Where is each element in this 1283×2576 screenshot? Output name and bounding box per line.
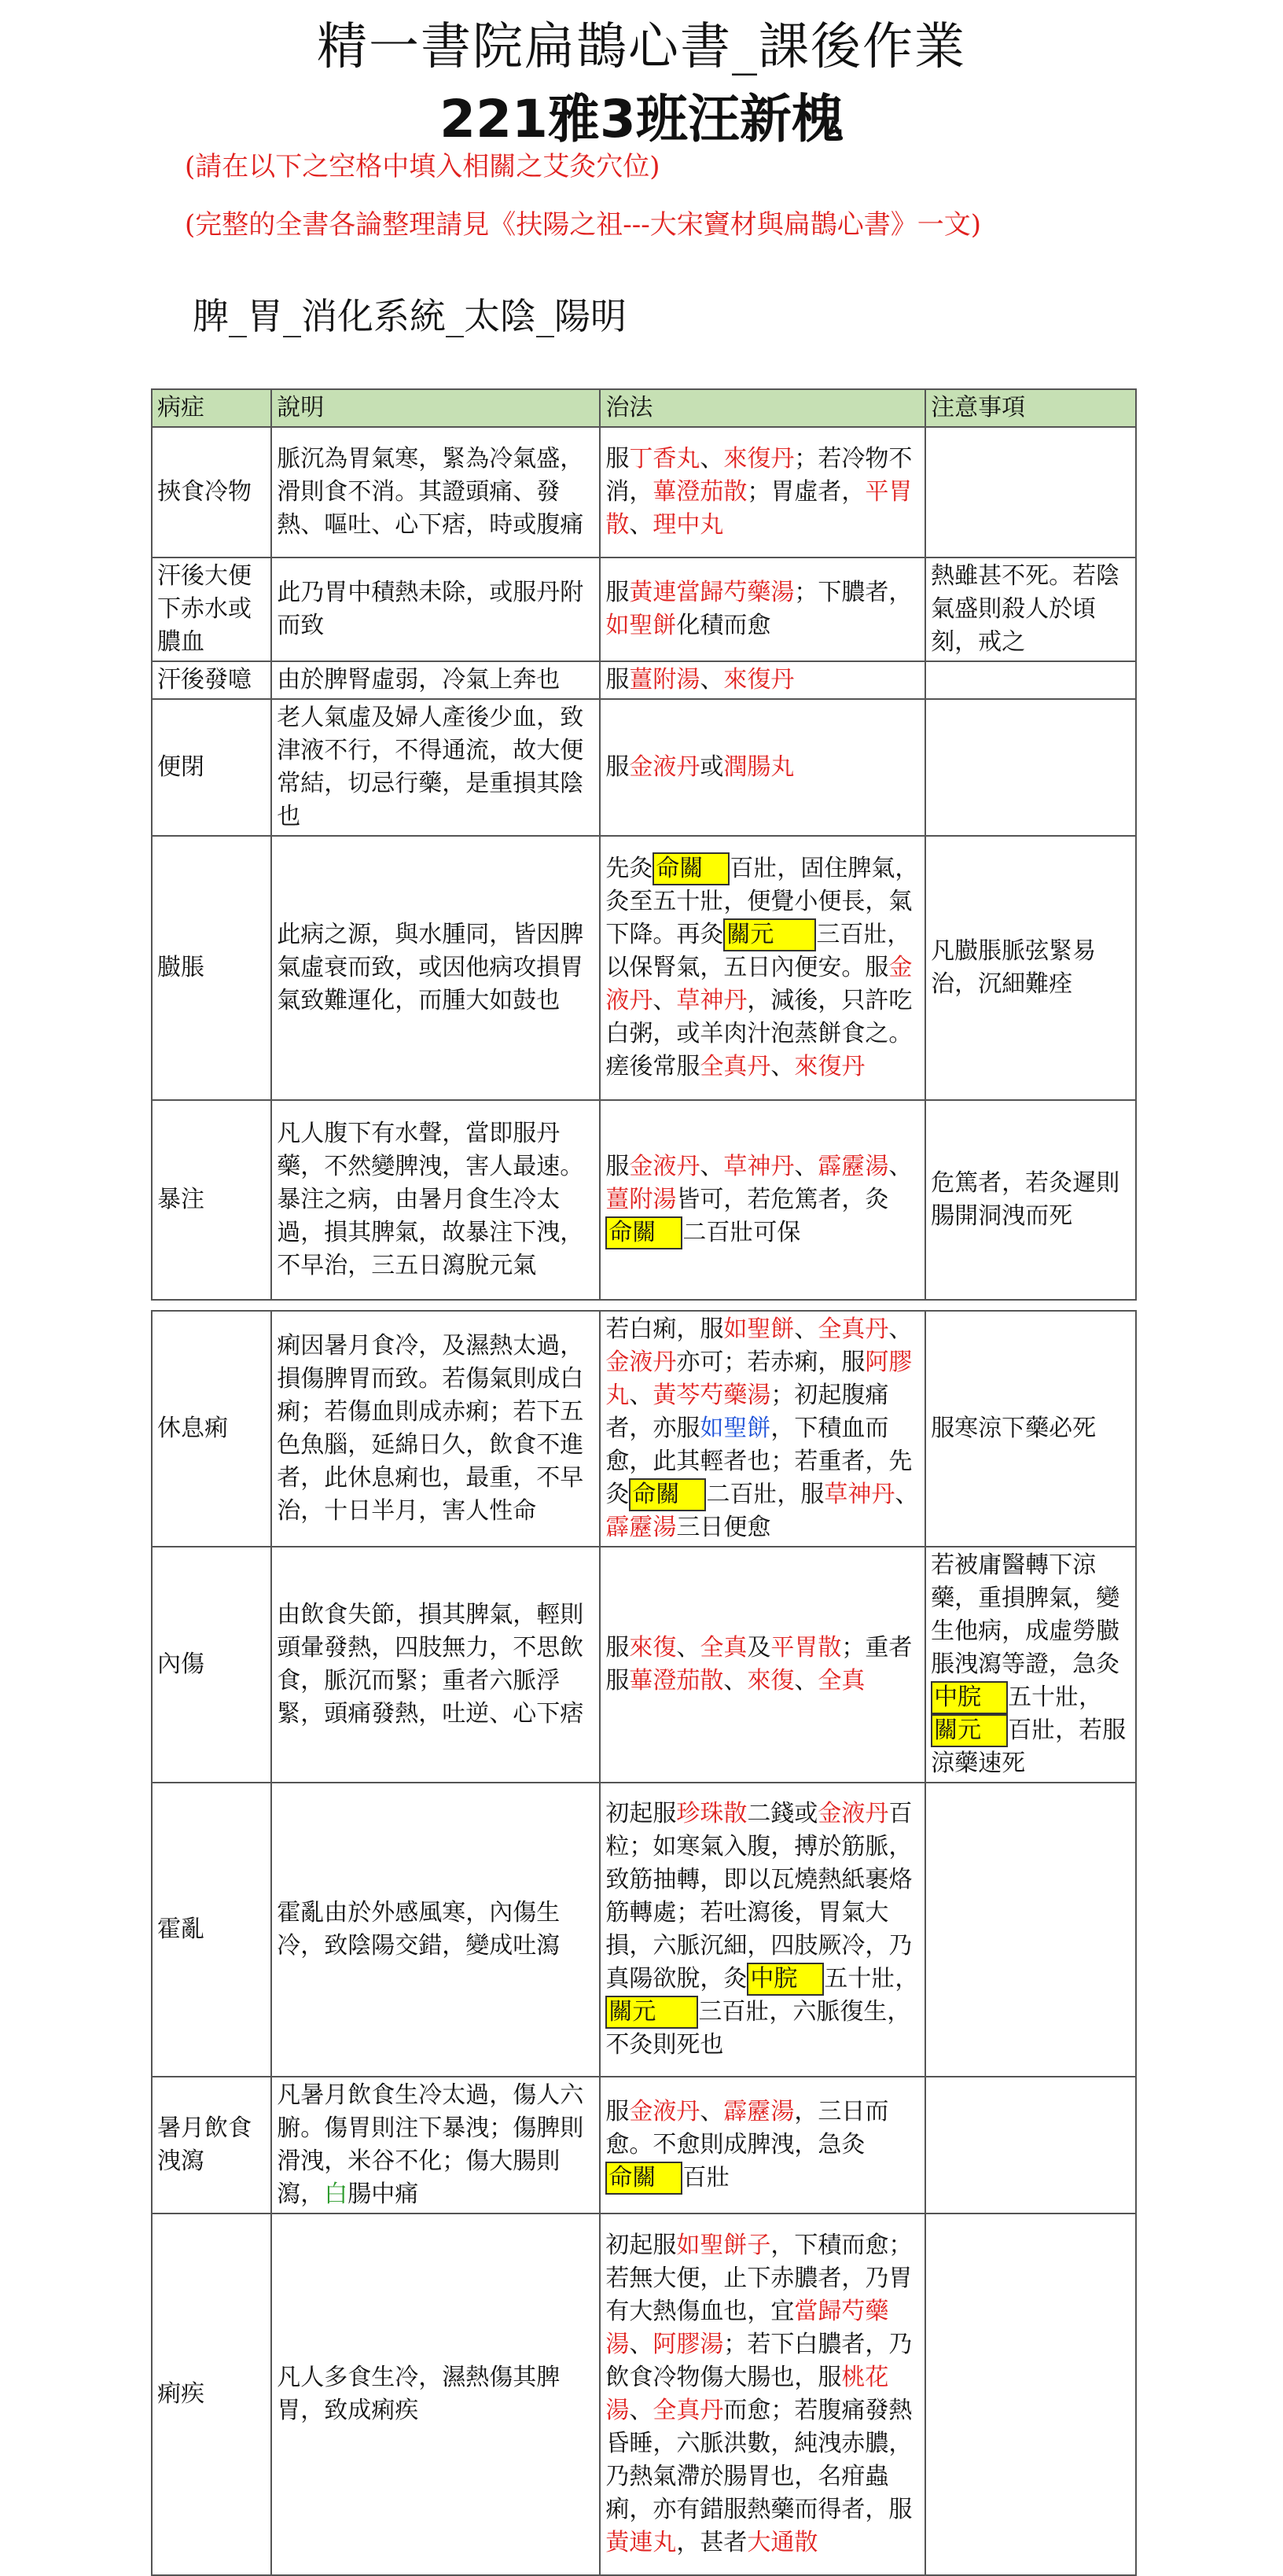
disease-cell: 休息痢 xyxy=(152,1311,271,1547)
table-header-row xyxy=(152,389,1136,427)
header-disease: 病症 xyxy=(152,389,271,427)
disease-cell: 痢疾 xyxy=(152,2214,271,2575)
acupoint-answer-box[interactable]: 命關 xyxy=(605,2162,682,2195)
caution-cell: 熱雖甚不死。若陰氣盛則殺人於頃刻，戒之 xyxy=(925,558,1136,661)
disease-cell: 內傷 xyxy=(152,1547,271,1783)
caution-cell xyxy=(925,699,1136,836)
treatment-cell: 服黃連當歸芍藥湯；下膿者，如聖餅化積而愈 xyxy=(600,558,925,661)
disease-cell: 便閉 xyxy=(152,699,271,836)
table-row xyxy=(152,699,1136,836)
treatment-cell: 初起服如聖餅子，下積而愈；若無大便，止下赤膿者，乃胃有大熱傷血也，宜當歸芍藥湯、阿膠湯；若下白膿者，乃飲食冷物傷大腸也，服桃花湯、全真丹而愈；若腹痛發熱昏睡，六脈洪數，純洩赤膿，乃熱氣滯於腸胃也，名疳蟲痢，亦有錯服熱藥而得者，服黃連丸，甚者大通散 xyxy=(600,2214,925,2575)
description-cell: 由飲食失節，損其脾氣，輕則頭暈發熱，四肢無力，不思飲食，脈沉而緊；重者六脈浮緊，頭痛發熱，吐逆、心下痞 xyxy=(271,1547,600,1783)
description-cell: 老人氣虛及婦人產後少血，致津液不行，不得通流，故大便常結，切忌行藥，是重損其陰也 xyxy=(271,699,600,836)
treatment-cell: 先灸 命關 百壯，固住脾氣，灸至五十壯，便覺小便長，氣下降。再灸 關元 三百壯，以保腎氣，五日內便安。服金液丹、草神丹，減後，只許吃白粥，或羊肉汁泡蒸餅食之。瘥後常服全真丹、來復丹 xyxy=(600,836,925,1100)
caution-cell xyxy=(925,2077,1136,2214)
description-cell: 凡暑月飲食生冷太過，傷人六腑。傷胃則注下暴洩；傷脾則滑洩，米谷不化；傷大腸則瀉，白腸中痛 xyxy=(271,2077,600,2214)
description-cell: 凡人腹下有水聲，當即服丹藥，不然變脾洩，害人最速。暴注之病，由暑月食生冷太過，損其脾氣，故暴注下洩，不早治，三五日瀉脫元氣 xyxy=(271,1100,600,1300)
acupoint-answer-box[interactable]: 中脘 xyxy=(931,1681,1008,1714)
description-cell: 霍亂由於外感風寒，內傷生冷，致陰陽交錯，變成吐瀉 xyxy=(271,1783,600,2077)
disease-cell: 汗後發噫 xyxy=(152,661,271,699)
disease-cell: 暑月飲食洩瀉 xyxy=(152,2077,271,2214)
table-row xyxy=(152,1100,1136,1300)
acupoint-answer-box[interactable]: 命關 xyxy=(605,1216,682,1249)
treatment-table-2 xyxy=(151,1310,1137,2576)
treatment-cell: 若白痢，服如聖餅、全真丹、金液丹亦可；若赤痢，服阿膠丸、黃芩芍藥湯；初起腹痛者，亦服如聖餅，下積血而愈，此其輕者也；若重者，先灸 命關 二百壯，服草神丹、霹靂湯三日便愈 xyxy=(600,1311,925,1547)
header-caution: 注意事項 xyxy=(925,389,1136,427)
document-subtitle: 221雅3班汪新槐 xyxy=(439,89,844,149)
treatment-cell: 服金液丹、霹靂湯，三日而愈。不愈則成脾洩，急灸命關 百壯 xyxy=(600,2077,925,2214)
table-row xyxy=(152,558,1136,661)
treatment-cell: 服丁香丸、來復丹；若冷物不消，蓽澄茄散；胃虛者，平胃散、理中丸 xyxy=(600,427,925,558)
table-row xyxy=(152,2214,1136,2575)
table-row xyxy=(152,836,1136,1100)
caution-cell: 若被庸醫轉下涼藥，重損脾氣，變生他病，成虛勞臌脹洩瀉等證，急灸中脘 五十壯，關元 百壯，若服涼藥速死 xyxy=(925,1547,1136,1783)
table-row xyxy=(152,661,1136,699)
treatment-cell: 服薑附湯、來復丹 xyxy=(600,661,925,699)
header-description: 說明 xyxy=(271,389,600,427)
acupoint-answer-box[interactable]: 關元 xyxy=(931,1714,1008,1747)
caution-cell: 危篤者，若灸遲則腸開洞洩而死 xyxy=(925,1100,1136,1300)
disease-cell: 汗後大便下赤水或膿血 xyxy=(152,558,271,661)
table-row xyxy=(152,1783,1136,2077)
acupoint-answer-box[interactable]: 關元 xyxy=(723,918,816,951)
description-cell: 脈沉為胃氣寒，緊為冷氣盛，滑則食不消。其證頭痛、發熱、嘔吐、心下痞，時或腹痛 xyxy=(271,427,600,558)
disease-cell: 臌脹 xyxy=(152,836,271,1100)
description-cell: 凡人多食生冷，濕熱傷其脾胃，致成痢疾 xyxy=(271,2214,600,2575)
document-title: 精一書院扁鵲心書_課後作業 xyxy=(317,18,966,76)
acupoint-answer-box[interactable]: 關元 xyxy=(605,1996,698,2029)
caution-cell xyxy=(925,661,1136,699)
acupoint-answer-box[interactable]: 命關 xyxy=(653,852,730,885)
treatment-cell: 初起服珍珠散二錢或金液丹百粒；如寒氣入腹，搏於筋脈，致筋抽轉，即以瓦燒熱紙裹烙筋轉處；若吐瀉後，胃氣大損，六脈沉細，四肢厥冷，乃真陽欲脫，灸 中脘 五十壯，關元 三百壯，六脈復生，不灸則死也 xyxy=(600,1783,925,2077)
table-row xyxy=(152,1547,1136,1783)
instruction-note: (請在以下之空格中填入相關之艾灸穴位) xyxy=(185,151,660,182)
treatment-cell: 服金液丹、草神丹、霹靂湯、薑附湯皆可，若危篤者，灸命關 二百壯可保 xyxy=(600,1100,925,1300)
table-row xyxy=(152,427,1136,558)
description-cell: 此乃胃中積熱未除，或服丹附而致 xyxy=(271,558,600,661)
disease-cell: 挾食冷物 xyxy=(152,427,271,558)
description-cell: 痢因暑月食冷，及濕熱太過，損傷脾胃而致。若傷氣則成白痢；若傷血則成赤痢；若下五色魚腦，延綿日久，飲食不進者，此休息痢也，最重，不早治，十日半月，害人性命 xyxy=(271,1311,600,1547)
caution-cell xyxy=(925,1783,1136,2077)
header-treatment: 治法 xyxy=(600,389,925,427)
treatment-cell: 服金液丹或潤腸丸 xyxy=(600,699,925,836)
treatment-table-1 xyxy=(151,388,1137,1301)
description-cell: 此病之源，與水腫同，皆因脾氣虛衰而致，或因他病攻損胃氣致難運化，而腫大如鼓也 xyxy=(271,836,600,1100)
disease-cell: 霍亂 xyxy=(152,1783,271,2077)
description-cell: 由於脾腎虛弱，冷氣上奔也 xyxy=(271,661,600,699)
caution-cell xyxy=(925,2214,1136,2575)
acupoint-answer-box[interactable]: 中脘 xyxy=(747,1963,824,1996)
caution-cell xyxy=(925,427,1136,558)
acupoint-answer-box[interactable]: 命關 xyxy=(629,1478,706,1511)
section-heading: 脾_胃_消化系統_太陰_陽明 xyxy=(193,295,627,337)
treatment-cell: 服來復、全真及平胃散；重者服蓽澄茄散、來復、全真 xyxy=(600,1547,925,1783)
caution-cell: 凡臌脹脈弦緊易治，沉細難痊 xyxy=(925,836,1136,1100)
table-row xyxy=(152,2077,1136,2214)
reference-note: (完整的全書各論整理請見《扶陽之祖---大宋竇材與扁鵲心書》一文) xyxy=(185,209,981,241)
caution-cell: 服寒涼下藥必死 xyxy=(925,1311,1136,1547)
table-row xyxy=(152,1311,1136,1547)
disease-cell: 暴注 xyxy=(152,1100,271,1300)
